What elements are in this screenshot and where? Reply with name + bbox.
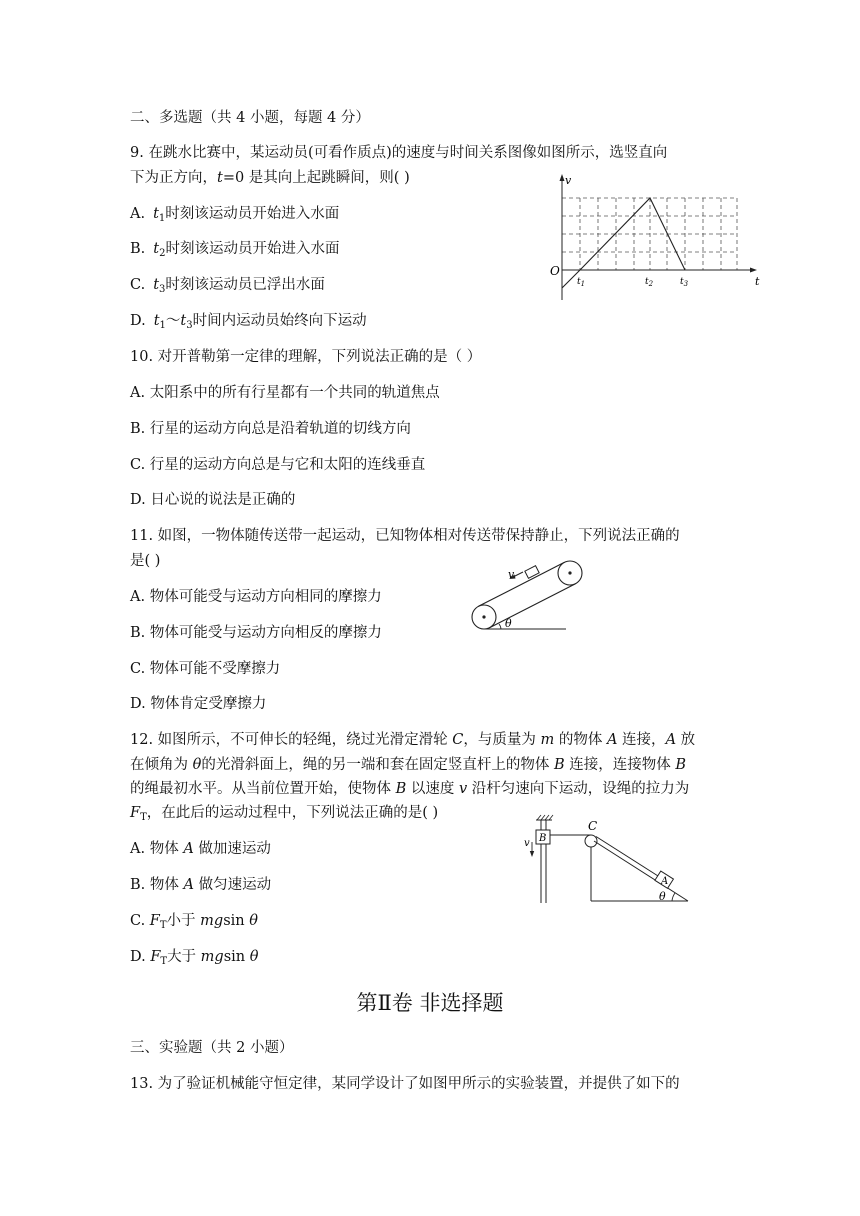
vt-x-arrow [750,268,757,273]
q9-option-a: A. $t_1$时刻该运动员开始进入水面 [130,206,340,224]
q9-option-d: D. $t_1\sim t_3$时间内运动员始终向下运动 [130,313,367,331]
q11-option-b: B. 物体可能受与运动方向相反的摩擦力 [130,625,382,641]
q12-option-d: D. $F_T$大于 mgsin θ [130,949,259,967]
section-heading-multi: 二、多选题（共 4 小题，每题 4 分） [130,110,370,126]
vt-origin-label: O [550,264,560,278]
conveyor-theta-label: θ [505,617,512,630]
incline-theta-label: θ [659,890,666,903]
vt-v-label: v [565,174,572,187]
section-heading-experiment: 三、实验题（共 2 小题） [130,1040,294,1056]
pulley-c-label: C [588,819,598,833]
part2-title: 第Ⅱ卷 非选择题 [356,991,504,1015]
vt-tick-t1: $t_1$ [577,277,586,288]
incline-surface [594,841,688,901]
ceiling-hatch [537,815,553,820]
q10-option-d: D. 日心说的说法是正确的 [130,492,296,508]
q9-stem-line1: 9. 在跳水比赛中，某运动员(可看作质点)的速度与时间关系图像如图所示，选竖直向 [130,145,668,161]
block-a-label: A [661,876,669,887]
conveyor-belt-bottom [490,584,576,628]
rope-incline [596,837,662,879]
q12-stem-line1: 12. 如图所示，不可伸长的轻绳，绕过光滑定滑轮 C，与质量为 m 的物体 A 连接，A 放 [130,732,696,748]
block-b-v-arrowhead [530,851,534,857]
q9-option-b: B. $t_2$时刻该运动员开始进入水面 [130,241,340,259]
q11-conveyor-figure [468,555,588,635]
vt-tick-t3: $t_3$ [680,277,689,288]
q9-stem-line2: 下为正方向，t=0 是其向上起跳瞬间，则( ) [130,170,410,186]
q12-stem-line2: 在倾角为 θ的光滑斜面上，绳的另一端和套在固定竖直杆上的物体 B 连接，连接物体 B [130,757,686,773]
q12-option-b: B. 物体 A 做匀速运动 [130,877,272,893]
q11-stem-line2: 是( ) [130,553,161,569]
q10-stem: 10. 对开普勒第一定律的理解，下列说法正确的是（ ） [130,349,482,365]
pulley-c [585,835,597,847]
q12-option-c: C. $F_T$小于 mgsin θ [130,913,258,931]
q10-option-a: A. 太阳系中的所有行星都有一个共同的轨道焦点 [130,385,440,401]
block-b-label: B [539,833,547,844]
vt-t-label: t [755,275,760,288]
conveyor-belt-top [479,562,565,606]
q10-option-c: C. 行星的运动方向总是与它和太阳的连线垂直 [130,457,426,473]
q13-stem: 13. 为了验证机械能守恒定律，某同学设计了如图甲所示的实验装置，并提供了如下的 [130,1076,680,1092]
conveyor-v-label: v [508,568,515,581]
q10-option-b: B. 行星的运动方向总是沿着轨道的切线方向 [130,421,411,437]
q12-option-a: A. 物体 A 做加速运动 [130,841,271,857]
conveyor-angle-arc [499,624,501,629]
q12-stem-line4: $F_T$，在此后的运动过程中，下列说法正确的是( ) [130,805,439,823]
q12-pulley-figure [518,812,693,907]
q11-option-d: D. 物体肯定受摩擦力 [130,696,267,712]
vt-y-arrow [560,174,565,181]
q11-stem-line1: 11. 如图，一物体随传送带一起运动，已知物体相对传送带保持静止，下列说法正确的 [130,528,680,544]
vt-series-line [562,198,685,288]
q11-option-a: A. 物体可能受与运动方向相同的摩擦力 [130,589,382,605]
q9-option-c: C. $t_3$时刻该运动员已浮出水面 [130,277,325,295]
q9-vt-graph [545,172,770,304]
q11-option-c: C. 物体可能不受摩擦力 [130,661,281,677]
vt-grid [562,198,737,270]
block-b-v-label: v [524,838,530,849]
incline-angle-arc [672,893,675,901]
vt-tick-t2: $t_2$ [645,277,654,288]
conveyor-lower-axle [482,615,485,618]
q12-stem-line3: 的绳最初水平。从当前位置开始，使物体 B 以速度 v 沿杆匀速向下运动，设绳的拉力为 [130,781,690,797]
conveyor-upper-axle [568,571,571,574]
